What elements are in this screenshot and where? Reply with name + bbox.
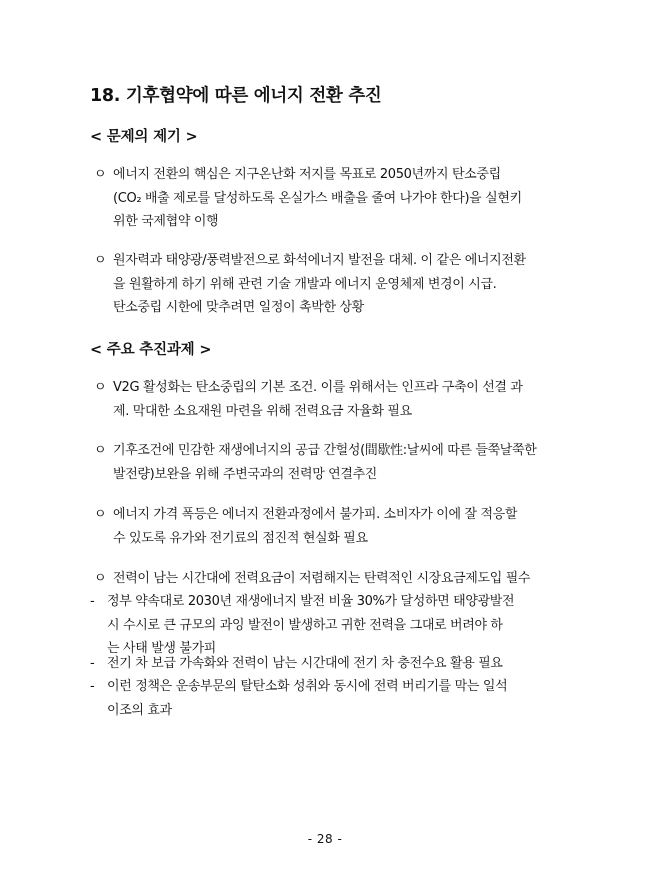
task-bullet-3	[94, 503, 574, 550]
bullet-text-line: 탄소중립 시한에 맞추려면 일정이 촉박한 상황	[113, 300, 364, 315]
task-bullet-1	[94, 376, 574, 423]
problem-bullet-1	[94, 163, 574, 234]
task-bullet-2	[94, 439, 574, 486]
bullet-text-line: 을 원활하게 하기 위해 관련 기술 개발과 에너지 운영체제 변경이 시급.	[113, 276, 497, 292]
task-bullet-4	[94, 567, 584, 591]
page-title: 18. 기후협약에 따른 에너지 전환 추진	[90, 86, 382, 106]
bullet-text-line: 발전량)보완을 위해 주변국과의 전력망 연결추진	[113, 466, 378, 482]
bullet-text-line: V2G 활성화는 탄소중립의 기본 조건. 이를 위해서는 인프라 구축이 선결 과	[113, 380, 523, 395]
dash-marker: -	[90, 656, 95, 671]
bullet-text-line: (CO₂ 배출 제로를 달성하도록 온실가스 배출을 줄여 나가야 한다)을 실현키	[113, 190, 522, 206]
bullet-marker: ㅇ	[94, 253, 107, 268]
bullet-marker: ㅇ	[94, 443, 107, 458]
bullet-text-line: 기후조건에 민감한 재생에너지의 공급 간헐성(間歇性:날씨에 따른 들쭉날쭉한	[113, 443, 537, 458]
sub-item-1	[90, 590, 580, 661]
sub-text-line: 이조의 효과	[107, 702, 172, 718]
bullet-marker: ㅇ	[94, 167, 107, 182]
sub-text-line: 는 사태 발생 불가피	[107, 641, 217, 656]
problem-bullet-2	[94, 249, 574, 320]
bullet-text-line: 에너지 전환의 핵심은 지구온난화 저지를 목표로 2050년까지 탄소중립	[113, 167, 501, 182]
bullet-text-line: 원자력과 태양광/풍력발전으로 화석에너지 발전을 대체. 이 같은 에너지전환	[113, 253, 526, 268]
sub-text-line: 시 수시로 큰 규모의 과잉 발전이 발생하고 귀한 전력을 그대로 버려야 하	[107, 617, 503, 633]
bullet-text-line: 에너지 가격 폭등은 에너지 전환과정에서 불가피. 소비자가 이에 잘 적응할	[113, 507, 518, 522]
bullet-text-line: 제. 막대한 소요재원 마련을 위해 전력요금 자율화 필요	[113, 403, 412, 419]
bullet-marker: ㅇ	[94, 571, 107, 586]
sub-text-line: 이런 정책은 운송부문의 탈탄소화 성취와 동시에 전력 버리기를 막는 일석	[107, 679, 508, 694]
bullet-marker: ㅇ	[94, 380, 107, 395]
dash-marker: -	[90, 679, 95, 694]
sub-text-line: 정부 약속대로 2030년 재생에너지 발전 비율 30%가 달성하면 태양광발전	[107, 594, 515, 609]
bullet-text-line: 전력이 남는 시간대에 전력요금이 저렴해지는 탄력적인 시장요금제도입 필수	[113, 571, 531, 586]
section-heading-tasks: < 주요 추진과제 >	[90, 342, 212, 358]
page-number: - 28 -	[307, 832, 343, 846]
section-heading-problem: < 문제의 제기 >	[90, 129, 198, 145]
bullet-text-line: 수 있도록 유가와 전기료의 점진적 현실화 필요	[113, 530, 368, 546]
sub-text-line: 전기 차 보급 가속화와 전력이 남는 시간대에 전기 차 충전수요 활용 필요	[107, 656, 503, 671]
dash-marker: -	[90, 594, 95, 609]
sub-item-2	[90, 652, 580, 676]
sub-item-3	[90, 675, 580, 722]
bullet-marker: ㅇ	[94, 507, 107, 522]
bullet-text-line: 위한 국제협약 이행	[113, 214, 219, 229]
